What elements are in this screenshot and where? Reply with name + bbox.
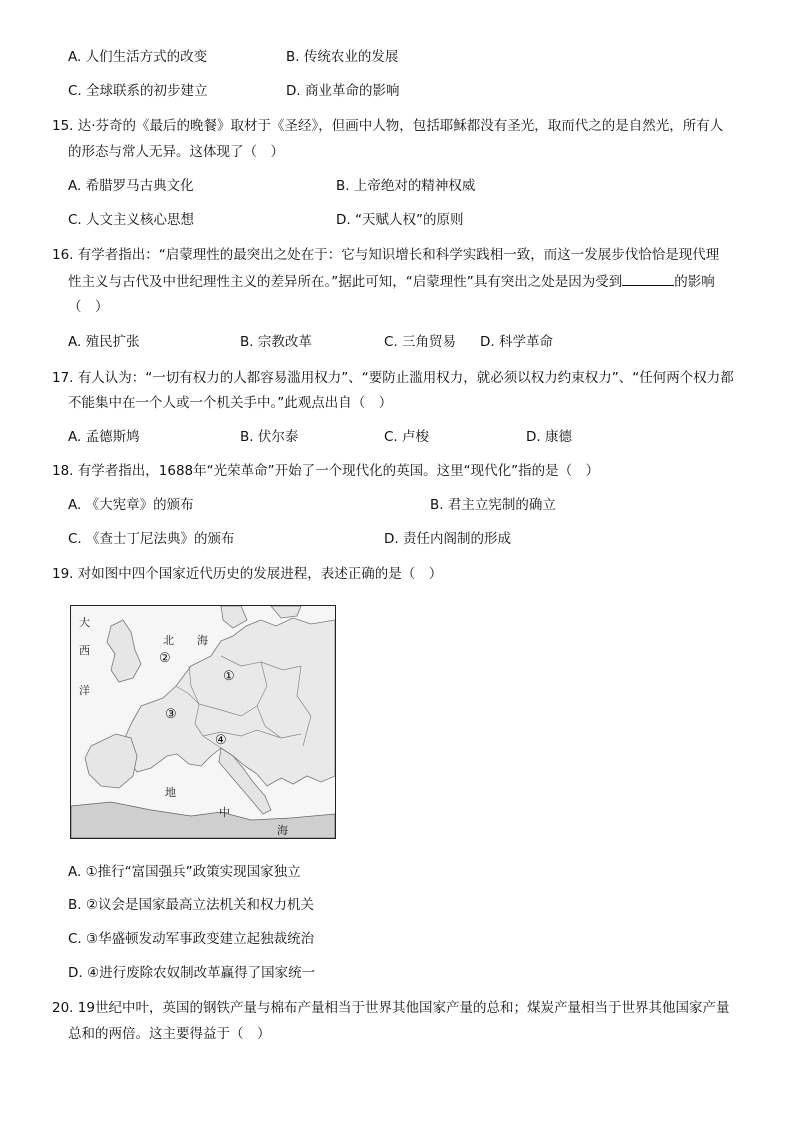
q16-option-a: A. 殖民扩张: [68, 334, 140, 350]
q19-option-d: D. ④进行废除农奴制改革赢得了国家统一: [68, 965, 316, 981]
q19-stem-line1: 19. 对如图中四个国家近代历史的发展进程，表述正确的是（ ）: [52, 566, 443, 582]
q15-option-c: C. 人文主义核心思想: [68, 212, 195, 228]
map-label-atlantic-1: 大: [79, 616, 90, 629]
q18-stem-line1: 18. 有学者指出，1688年“光荣革命”开始了一个现代化的英国。这里“现代化”指的是（ ）: [52, 463, 600, 479]
map-label-north-sea-1: 北: [163, 634, 174, 647]
q16-stem-line2-tail: 的影响: [674, 274, 715, 290]
q15-stem-line2: 的形态与常人无异。这体现了（ ）: [68, 144, 284, 160]
q16-option-d: D. 科学革命: [480, 334, 553, 350]
q17-option-b: B. 伏尔泰: [240, 429, 299, 445]
q19-option-c: C. ③华盛顿发动军事政变建立起独裁统治: [68, 931, 315, 947]
q16-answer-blank: [622, 272, 674, 286]
map-label-med-3: 海: [277, 824, 288, 837]
map-marker-3: ③: [165, 707, 177, 722]
q17-stem-line2: 不能集中在一个人或一个机关手中。”此观点出自（ ）: [68, 395, 393, 411]
q15-option-b: B. 上帝绝对的精神权威: [336, 178, 476, 194]
q14-option-a: A. 人们生活方式的改变: [68, 49, 208, 65]
q18-option-d: D. 责任内阁制的形成: [384, 531, 511, 547]
map-marker-2: ②: [159, 651, 171, 666]
q19-option-a: A. ①推行“富国强兵”政策实现国家独立: [68, 864, 301, 880]
q14-option-b: B. 传统农业的发展: [286, 49, 399, 65]
q19-option-b: B. ②议会是国家最高立法机关和权力机关: [68, 897, 314, 913]
q17-stem-line1: 17. 有人认为：“一切有权力的人都容易滥用权力”、“要防止滥用权力，就必须以权力约束权力”、“任何两个权力都: [52, 370, 734, 386]
q17-option-a: A. 孟德斯鸠: [68, 429, 140, 445]
q14-option-c: C. 全球联系的初步建立: [68, 83, 208, 99]
map-label-atlantic-3: 洋: [79, 684, 90, 697]
map-marker-1: ①: [223, 669, 235, 684]
q18-option-c: C. 《查士丁尼法典》的颁布: [68, 531, 235, 547]
europe-map-figure: [70, 605, 336, 839]
q16-option-b: B. 宗教改革: [240, 334, 312, 350]
q16-option-c: C. 三角贸易: [384, 334, 457, 350]
q14-option-d: D. 商业革命的影响: [286, 83, 400, 99]
q16-stem-line3: （ ）: [68, 299, 109, 315]
q17-option-c: C. 卢梭: [384, 429, 430, 445]
q17-option-d: D. 康德: [526, 429, 572, 445]
map-label-atlantic-2: 西: [79, 644, 90, 657]
q18-option-a: A. 《大宪章》的颁布: [68, 497, 194, 513]
map-label-med-1: 地: [165, 786, 176, 799]
q18-option-b: B. 君主立宪制的确立: [430, 497, 556, 513]
map-label-north-sea-2: 海: [197, 634, 208, 647]
q16-stem-line1: 16. 有学者指出：“启蒙理性的最突出之处在于：它与知识增长和科学实践相一致，而这一发展步伐恰恰是现代理: [52, 247, 720, 263]
q20-stem-line1: 20. 19世纪中叶，英国的钢铁产量与棉布产量相当于世界其他国家产量的总和；煤炭产量相当于世界其他国家产量: [52, 1000, 730, 1016]
map-label-med-2: 中: [219, 806, 230, 819]
map-marker-4: ④: [215, 733, 227, 748]
q16-stem-line2: [68, 272, 715, 291]
q15-option-a: A. 希腊罗马古典文化: [68, 178, 194, 194]
q15-stem-line1: 15. 达·芬奇的《最后的晚餐》取材于《圣经》，但画中人物，包括耶稣都没有圣光，取而代之的是自然光，所有人: [52, 118, 724, 134]
q16-stem-line2-text: 性主义与古代及中世纪理性主义的差异所在。”据此可知，“启蒙理性”具有突出之处是因为受到: [68, 274, 623, 290]
q20-stem-line2: 总和的两倍。这主要得益于（ ）: [68, 1026, 271, 1042]
europe-map-svg: [71, 606, 335, 838]
q15-option-d: D. “天赋人权”的原则: [336, 212, 464, 228]
